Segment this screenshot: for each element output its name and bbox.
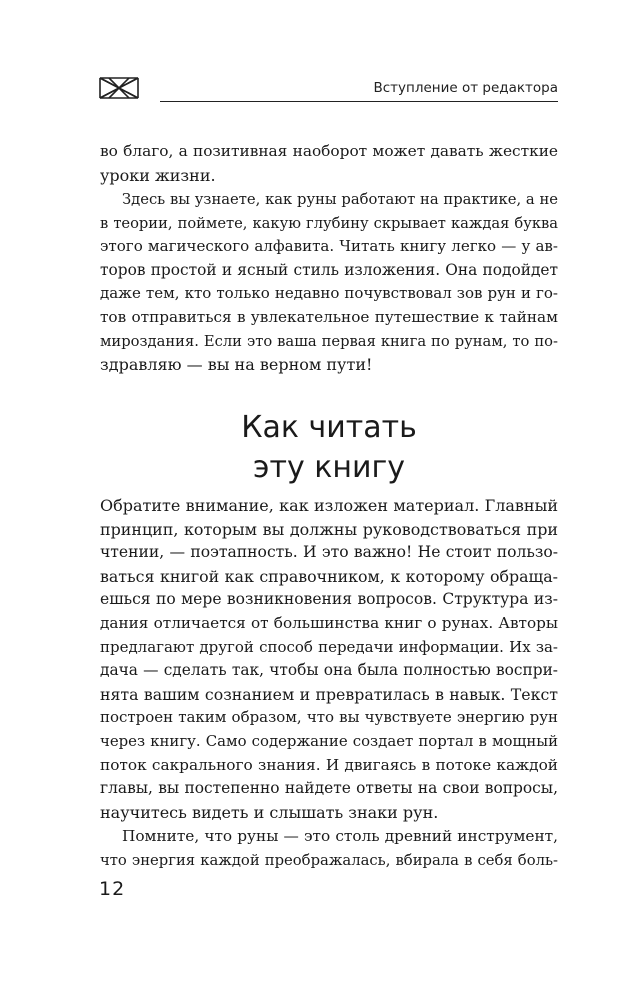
text-line: что энергия каждой преображалась, вбирала в себя боль- bbox=[100, 851, 558, 869]
text-line: чтении, — поэтапность. И это важно! Не стоит пользо- bbox=[100, 543, 558, 562]
text-line: научитесь видеть и слышать знаки рун. bbox=[100, 802, 439, 822]
page-number: 12 bbox=[99, 878, 126, 900]
text-line: через книгу. Само содержание создает портал в мощный bbox=[100, 731, 558, 750]
section-heading-line: Как читать bbox=[241, 410, 417, 445]
text-line: торов простой и ясный стиль изложения. Она подойдет bbox=[100, 260, 558, 279]
paragraph-how-to-read bbox=[100, 494, 558, 824]
page-header bbox=[98, 74, 558, 104]
text-line: уроки жизни. bbox=[100, 165, 216, 185]
text-line: ваться книгой как справочником, к которому обраща- bbox=[100, 566, 558, 586]
text-line: дания отличается от большинства книг о рунах. Авторы bbox=[100, 613, 558, 632]
text-line: тов отправиться в увлекательное путешествие к тайнам bbox=[100, 307, 558, 326]
text-line: нята вашим сознанием и превратилась в навык. Текст bbox=[100, 684, 558, 704]
paragraph-continuation bbox=[100, 140, 558, 187]
text-line: дача — сделать так, чтобы она была полностью воспри- bbox=[100, 661, 558, 680]
section-heading-line: эту книгу bbox=[253, 450, 405, 485]
text-line: в теории, поймете, какую глубину скрывает каждая буква bbox=[100, 214, 558, 232]
text-line: поток сакрального знания. И двигаясь в потоке каждой bbox=[100, 755, 558, 774]
text-line: построен таким образом, что вы чувствуете энергию рун bbox=[100, 708, 558, 727]
text-line: принцип, которым вы должны руководствоваться при bbox=[100, 519, 558, 539]
header-rule bbox=[160, 101, 558, 102]
section-heading bbox=[100, 408, 558, 488]
text-line: Здесь вы узнаете, как руны работают на практике, а не bbox=[122, 191, 558, 208]
paragraph-intro bbox=[100, 188, 558, 377]
text-line: Обратите внимание, как изложен материал. Главный bbox=[100, 496, 558, 515]
text-line: предлагают другой способ передачи информации. Их за- bbox=[100, 637, 558, 656]
text-line: мироздания. Если это ваша первая книга по рунам, то по- bbox=[100, 332, 558, 350]
text-line: здравляю — вы на верном пути! bbox=[100, 355, 373, 375]
text-line: даже тем, кто только недавно почувствовал зов рун и го- bbox=[100, 284, 558, 303]
rune-ornament-icon bbox=[98, 74, 140, 102]
running-head: Вступление от редактора bbox=[373, 80, 558, 96]
text-line: Помните, что руны — это столь древний инструмент, bbox=[122, 827, 558, 845]
text-line: во благо, а позитивная наоборот может давать жесткие bbox=[100, 142, 558, 160]
text-line: этого магического алфавита. Читать книгу легко — у ав- bbox=[100, 237, 558, 256]
text-line: главы, вы постепенно найдете ответы на свои вопросы, bbox=[100, 779, 558, 798]
text-line: ешься по мере возникновения вопросов. Структура из- bbox=[100, 590, 558, 609]
paragraph-remember bbox=[100, 825, 558, 872]
